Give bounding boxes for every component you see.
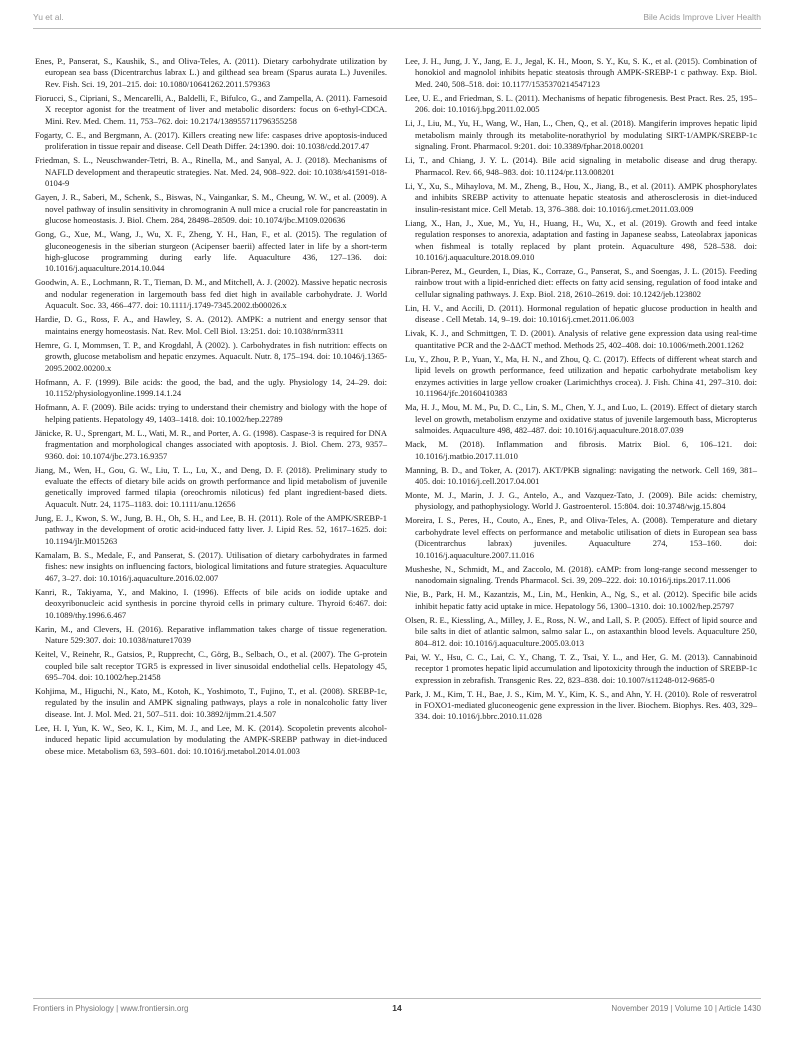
reference-entry: Goodwin, A. E., Lochmann, R. T., Tieman, D. M., and Mitchell, A. J. (2002). Massive hepatic necrosis and nodular regeneration in largemouth bass fed diet high in available carbohydrate. J. World Aquacult. Soc. 33, 466–477. doi: 10.1111/j.1749-7345.2002.tb00026.x (35, 277, 387, 311)
reference-entry: Fogarty, C. E., and Bergmann, A. (2017). Killers creating new life: caspases drive apoptosis-induced proliferation in tissue repair and disease. Cell Death Differ. 24:1390. doi: 10.1038/cdd.2017.47 (35, 129, 387, 152)
header-rule (33, 28, 761, 29)
reference-entry: Musheshe, N., Schmidt, M., and Zaccolo, M. (2018). cAMP: from long-range second messenger to nanodomain signaling. Trends Pharmacol. Sci. 39, 209–222. doi: 10.1016/j.tips.2017.11.006 (405, 563, 757, 586)
reference-entry: Gong, G., Xue, M., Wang, J., Wu, X. F., Zheng, Y. H., Han, F., et al. (2015). The regulation of gluconeogenesis in the siberian sturgeon (Acipenser baerii) affected later in life by a short-term high-glucose programming during early life. Aquaculture 436, 127–136. doi: 10.1016/j.aquaculture.2014.10.044 (35, 229, 387, 274)
reference-entry: Hemre, G. I, Mommsen, T. P., and Krogdahl, Å (2002). ). Carbohydrates in fish nutrition: effects on growth, glucose metabolism and hepatic enzymes. Aquacult. Nutr. 8, 175–194. doi: 10.1046/j.1365-2095.2002.00200.x (35, 339, 387, 373)
reference-entry: Fiorucci, S., Cipriani, S., Mencarelli, A., Baldelli, F., Bifulco, G., and Zampella, A. (2011). Farnesoid X receptor agonist for the treatment of liver and metabolic disorders: focus on 6-ethyl-CDCA. Mini. Rev. Med. Chem. 11, 753–762. doi: 10.2174/138955711796355258 (35, 92, 387, 126)
reference-entry: Olsen, R. E., Kiessling, A., Milley, J. E., Ross, N. W., and Lall, S. P. (2005). Effect of lipid source and bile salts in diet of atlantic salmon, salmo salar L., on astaxanthin blood levels. Aquaculture 250, 804–812. doi: 10.1016/j.aquaculture.2005.03.013 (405, 614, 757, 648)
reference-entry: Libran-Perez, M., Geurden, I., Dias, K., Corraze, G., Panserat, S., and Soengas, J. L. (2015). Feeding rainbow trout with a lipid-enriched diet: effects on fatty acid sensing, regulation of food intake and cellular signaling pathways. J. Exp. Biol. 218, 2610–2619. doi: 10.1242/jeb.123802 (405, 265, 757, 299)
running-author: Yu et al. (33, 12, 64, 22)
reference-entry: Lu, Y., Zhou, P. P., Yuan, Y., Ma, H. N., and Zhou, Q. C. (2017). Effects of different wheat starch and lipid levels on growth performance, feed utilization and hepatic carbohydrate metabolism key enzymes activities in large yellow croaker (Larimichthys crocea). J. Fish. China 41, 297–310. doi: 10.11964/jfc.20160410383 (405, 353, 757, 399)
reference-column-right (405, 56, 757, 725)
reference-entry: Jung, E. J., Kwon, S. W., Jung, B. H., Oh, S. H., and Lee, B. H. (2011). Role of the AMPK/SREBP-1 pathway in the development of orotic acid-induced fatty liver. J. Lipid Res. 52, 1617–1625. doi: 10.1194/jlr.M015263 (35, 512, 387, 546)
reference-entry: Jänicke, R. U., Sprengart, M. L., Wati, M. R., and Porter, A. G. (1998). Caspase-3 is required for DNA fragmentation and morphological changes associated with apoptosis. J. Biol. Chem. 273, 9357–9360. doi: 10.1074/jbc.273.16.9357 (35, 427, 387, 461)
page-number: 14 (392, 1003, 402, 1013)
reference-entry: Keitel, V., Reinehr, R., Gatsios, P., Rupprecht, C., Görg, B., Selbach, O., et al. (2007). The G-protein coupled bile salt receptor TGR5 is expressed in liver sinusoidal endothelial cells. Hepatology 45, 695–704. doi: 10.1002/hep.21458 (35, 649, 387, 682)
reference-entry: Hofmann, A. F. (2009). Bile acids: trying to understand their chemistry and biology with the hope of helping patients. Hepatology 49, 1403–1418. doi: 10.1002/hep.22789 (35, 402, 387, 424)
reference-entry: Li, Y., Xu, S., Mihaylova, M. M., Zheng, B., Hou, X., Jiang, B., et al. (2011). AMPK phosphorylates and inhibits SREBP activity to attenuate hepatic steatosis and atherosclerosis in diet-induced insulin-resistant mice. Cell Metab. 13, 376–388. doi: 10.1016/j.cmet.2011.03.009 (405, 180, 757, 214)
running-title: Bile Acids Improve Liver Health (643, 12, 761, 22)
reference-entry: Livak, K. J., and Schmittgen, T. D. (2001). Analysis of relative gene expression data using real-time quantitative PCR and the 2-ΔΔCT method. Methods 25, 402–408. doi: 10.1006/meth.2001.1262 (405, 328, 757, 350)
reference-entry: Jiang, M., Wen, H., Gou, G. W., Liu, T. L., Lu, X., and Deng, D. F. (2018). Preliminary study to evaluate the effects of dietary bile acids on growth performance and lipid metabolism of juvenile genetically improved farmed tilapia (oreochromis niloticus) fed plant ingredient-based diets. Aquacult. Nutr. 24, 1175–1183. doi: 10.1111/anu.12656 (35, 464, 387, 509)
reference-entry: Liang, X., Han, J., Xue, M., Yu, H., Huang, H., Wu, X., et al. (2019). Growth and feed intake regulation responses to anorexia, adaptation and fasting in Japanese seabss, Lateolabrax japonicas when fishmeal is totally replaced by plant protein. Aquaculture 498, 528–538. doi: 10.1016/j.aquaculture.2018.09.010 (405, 217, 757, 262)
reference-entry: Park, J. M., Kim, T. H., Bae, J. S., Kim, M. Y., Kim, K. S., and Ahn, Y. H. (2010). Role of resveratrol in FOXO1-mediated gluconeogenic gene expression in the liver. Biochem. Biophys. Res. 403, 329–334. doi: 10.1016/j.bbrc.2010.11.028 (405, 688, 757, 722)
reference-entry: Lee, J. H., Jung, J. Y., Jang, E. J., Jegal, K. H., Moon, S. Y., Ku, S. K., et al. (2015). Combination of honokiol and magnolol inhibits hepatic steatosis through AMPK-SREBP-1 c pathway. Exp. Biol. Med. 240, 508–518. doi: 10.1177/1535370214547123 (405, 56, 757, 89)
reference-entry: Moreira, I. S., Peres, H., Couto, A., Enes, P., and Oliva-Teles, A. (2008). Temperature and dietary carbohydrate level effects on performance and metabolic utilisation of diets in European sea bass (Dicentrarchus labrax) juveniles. Aquaculture 274, 153–160. doi: 10.1016/j.aquaculture.2007.11.016 (405, 515, 757, 560)
reference-entry: Monte, M. J., Marin, J. J. G., Antelo, A., and Vazquez-Tato, J. (2009). Bile acids: chemistry, physiology, and pathophysiology. World J. Gastroenterol. 15:804. doi: 10.3748/wjg.15.804 (405, 489, 757, 512)
reference-entry: Lee, U. E., and Friedman, S. L. (2011). Mechanisms of hepatic fibrogenesis. Best Pract. Res. 25, 195–206. doi: 10.1016/j.bpg.2011.02.005 (405, 92, 757, 115)
reference-entry: Kohjima, M., Higuchi, N., Kato, M., Kotoh, K., Yoshimoto, T., Fujino, T., et al. (2008). SREBP-1c, regulated by the insulin and AMPK signaling pathways, plays a role in nonalcoholic fatty liver disease. Int. J. Mol. Med. 21, 507–511. doi: 10.3892/ijmm.21.4.507 (35, 685, 387, 719)
reference-entry: Li, J., Liu, M., Yu, H., Wang, W., Han, L., Chen, Q., et al. (2018). Mangiferin improves hepatic lipid metabolism mainly through its metabolite-norathyriol by modulating SIRT-1/AMPK/SREBP-1c signaling. Front. Pharmacol. 9:201. doi: 10.3389/fphar.2018.00201 (405, 118, 757, 152)
reference-entry: Nie, B., Park, H. M., Kazantzis, M., Lin, M., Henkin, A., Ng, S., et al. (2012). Specific bile acids inhibit hepatic fatty acid uptake in mice. Hepatology 56, 1300–1310. doi: 10.1002/hep.25797 (405, 589, 757, 611)
issue-info: November 2019 | Volume 10 | Article 1430 (611, 1004, 761, 1013)
reference-entry: Friedman, S. L., Neuschwander-Tetri, B. A., Rinella, M., and Sanyal, A. J. (2018). Mechanisms of NAFLD development and therapeutic strategies. Nat. Med. 24, 908–922. doi: 10.1038/s41591-018-0104-9 (35, 155, 387, 189)
reference-entry: Kamalam, B. S., Medale, F., and Panserat, S. (2017). Utilisation of dietary carbohydrates in farmed fishes: new insights on influencing factors, biological limitations and future strategies. Aquaculture 467, 3–27. doi: 10.1016/j.aquaculture.2016.02.007 (35, 549, 387, 583)
reference-entry: Karin, M., and Clevers, H. (2016). Reparative inflammation takes charge of tissue regeneration. Nature 529:307. doi: 10.1038/nature17039 (35, 623, 387, 646)
footer-rule (33, 998, 761, 999)
reference-entry: Ma, H. J., Mou, M. M., Pu, D. C., Lin, S. M., Chen, Y. J., and Luo, L. (2019). Effect of dietary starch level on growth, metabolism enzyme and oxidative status of juvenile largemouth bass, Micropterus salmoides. Aquaculture 498, 482–487. doi: 10.1016/j.aquaculture.2018.07.039 (405, 402, 757, 436)
reference-entry: Pai, W. Y., Hsu, C. C., Lai, C. Y., Chang, T. Z., Tsai, Y. L., and Her, G. M. (2013). Cannabinoid receptor 1 promotes hepatic lipid accumulation and lipotoxicity through the induction of SREBP-1c expression in zebrafish. Transgenic Res. 22, 823–838. doi: 10.1007/s11248-012-9685-0 (405, 651, 757, 685)
reference-entry: Hardie, D. G., Ross, F. A., and Hawley, S. A. (2012). AMPK: a nutrient and energy sensor that maintains energy homeostasis. Nat. Rev. Mol. Cell Biol. 13:251. doi: 10.1038/nrm3311 (35, 314, 387, 336)
reference-entry: Mack, M. (2018). Inflammation and fibrosis. Matrix Biol. 6, 106–121. doi: 10.1016/j.matbio.2017.11.010 (405, 439, 757, 461)
reference-column-left (35, 56, 387, 760)
reference-entry: Gayen, J. R., Saberi, M., Schenk, S., Biswas, N., Vaingankar, S. M., Cheung, W. W., et al. (2009). A novel pathway of insulin sensitivity in chromogranin A null mice a crucial role for pancreastatin in glucose homeostasis. J. Biol. Chem. 284, 28498–28509. doi: 10.1074/jbc.M109.020636 (35, 192, 387, 226)
reference-entry: Li, T., and Chiang, J. Y. L. (2014). Bile acid signaling in metabolic disease and drug therapy. Pharmacol. Rev. 66, 948–983. doi: 10.1124/pr.113.008201 (405, 155, 757, 177)
reference-entry: Enes, P., Panserat, S., Kaushik, S., and Oliva-Teles, A. (2011). Dietary carbohydrate utilization by european sea bass (Dicentrarchus labrax L.) and gilthead sea bream (Sparus aurata L.) Juveniles. Rev. Fish. Sci. 19, 201–215. doi: 10.1080/10641262.2011.579363 (35, 56, 387, 89)
page-header (33, 12, 761, 26)
reference-entry: Kanri, R., Takiyama, Y., and Makino, I. (1996). Effects of bile acids on iodide uptake and deoxyribonucleic acid synthesis in porcine thyroid cells in primary culture. Thyroid 6:467. doi: 10.1089/thy.1996.6.467 (35, 586, 387, 620)
reference-entry: Manning, B. D., and Toker, A. (2017). AKT/PKB signaling: navigating the network. Cell 169, 381–405. doi: 10.1016/j.cell.2017.04.001 (405, 464, 757, 486)
journal-site: Frontiers in Physiology | www.frontiersin.org (33, 1004, 189, 1013)
reference-entry: Lin, H. V., and Accili, D. (2011). Hormonal regulation of hepatic glucose production in health and disease . Cell Metab. 14, 9–19. doi: 10.1016/j.cmet.2011.06.003 (405, 302, 757, 325)
reference-entry: Lee, H. I, Yun, K. W., Seo, K. I., Kim, M. J., and Lee, M. K. (2014). Scopoletin prevents alcohol-induced hepatic lipid accumulation by modulating the AMPK-SREBP pathway in diet-induced obese mice. Metabolism 63, 593–601. doi: 10.1016/j.metabol.2014.01.003 (35, 722, 387, 756)
page-footer (33, 1004, 761, 1018)
reference-entry: Hofmann, A. F. (1999). Bile acids: the good, the bad, and the ugly. Physiology 14, 24–29. doi: 10.1152/physiologyonline.1999.14.1.24 (35, 376, 387, 399)
